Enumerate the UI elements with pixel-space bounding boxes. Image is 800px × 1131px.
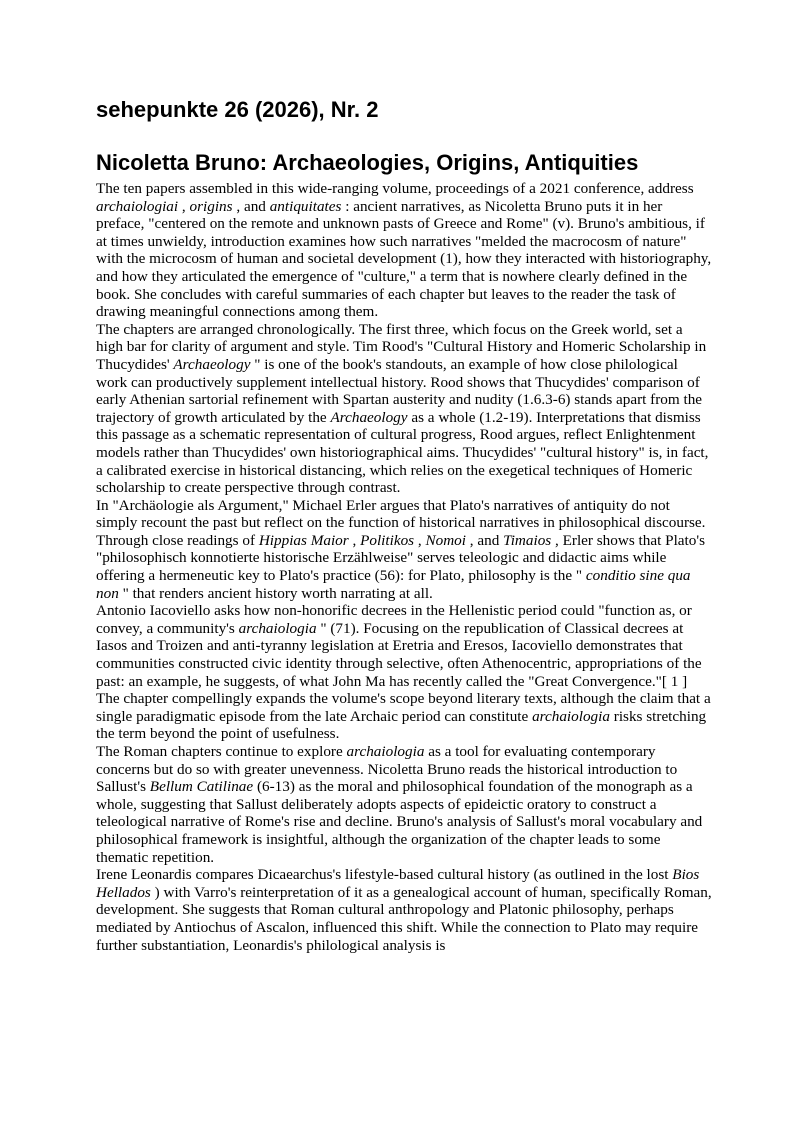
italic-term: Timaios: [503, 531, 552, 549]
text-run: risks stretching the term beyond the point of usefulness.: [96, 707, 707, 743]
italic-term: archaiologia: [532, 707, 610, 725]
paragraph: [96, 602, 712, 743]
text-run: ,: [178, 197, 190, 215]
text-run: The chapters are arranged chronologically. The first three, which focus on the Greek world, set a high bar for clarity of argument and style. Tim Rood's "Cultural History and Homeric Scholarship in Thucydides': [96, 320, 707, 373]
text-run: The Roman chapters continue to explore: [96, 743, 347, 760]
italic-term: Nomoi: [425, 531, 466, 549]
text-run: : ancient narratives, as Nicoletta Bruno puts it in her preface, "centered on the remote and unknown pasts of Greece and Rome" (v). Bruno's ambitious, if at times unwieldy, introduction examines how such narratives "melded the macrocosm of nature" with the microcosm of human and societal development (1), how they interacted with historiography, and how they articulated the emergence of "culture," a term that is nowhere clearly defined in the book. She concludes with careful summaries of each chapter but leaves to the reader the task of drawing meaningful connections among them.: [96, 197, 712, 321]
text-run: Antonio Iacoviello asks how non-honorific decrees in the Hellenistic period could "function as, or convey, a community's: [96, 602, 692, 637]
text-run: , and: [232, 197, 270, 215]
text-run: " is one of the book's standouts, an example of how close philological work can productively supplement intellectual history. Rood shows that Thucydides' comparison of early Athenian sartorial refinement with Spartan austerity and nudity (1.6.3-6) stands apart from the trajectory of growth articulated by the: [96, 355, 703, 426]
paragraph: [96, 743, 712, 866]
italic-term: conditio sine qua non: [96, 567, 691, 602]
italic-term: Archaeology: [330, 408, 408, 426]
text-run: In "Archäologie als Argument," Michael Erler argues that Plato's narratives of antiquity do not simply recount the past but reflect on the function of historical narratives in philosophical discourse. Through close readings of: [96, 496, 706, 549]
text-run: ) with Varro's reinterpretation of it as a genealogical account of human, specifically Roman, development. She suggests that Roman cultural anthropology and Platonic philosophy, perhaps mediated by Antiochus of Ascalon, influenced this shift. While the connection to Plato may require further substantiation, Leonardis's philological analysis is: [96, 883, 712, 954]
italic-term: archaiologiai: [96, 197, 179, 215]
italic-term: Bellum Catilinae: [149, 778, 254, 796]
issue-heading: sehepunkte 26 (2026), Nr. 2: [96, 97, 379, 122]
italic-term: origins: [189, 197, 233, 215]
paragraph: [96, 321, 712, 497]
text-run: (6-13) as the moral and philosophical foundation of the monograph as a whole, suggesting that Sallust deliberately adopts aspects of epideictic oratory to construct a teleological narrative of Rome's rise and decline. Bruno's analysis of Sallust's moral vocabulary and philosophical framework is insightful, although the organization of the chapter leads to some thematic repetition.: [96, 778, 703, 866]
text-run: ,: [414, 531, 426, 549]
text-run: The ten papers assembled in this wide-ranging volume, proceedings of a 2021 conference, address: [96, 180, 694, 197]
text-run: , and: [465, 531, 504, 549]
text-run: " that renders ancient history worth narrating at all.: [118, 584, 433, 602]
paragraph: [96, 497, 712, 603]
italic-term: archaiologia: [346, 743, 425, 760]
text-run: , Erler shows that Plato's "philosophisch konnotierte historische Erzählweise" serves teleologic and didactic aims while offering a hermeneutic key to Plato's practice (56): for Plato, philosophy is the ": [96, 531, 705, 585]
italic-term: Bios Hellados: [96, 866, 700, 901]
review-title: Nicoletta Bruno: Archaeologies, Origins, Antiquities: [96, 150, 639, 175]
italic-term: antiquitates: [269, 197, 342, 215]
italic-term: Politikos: [360, 531, 415, 549]
italic-term: archaiologia: [238, 619, 317, 637]
paragraph: [96, 866, 712, 954]
text-run: Irene Leonardis compares Dicaearchus's lifestyle-based cultural history (as outlined in the lost: [96, 866, 673, 884]
text-run: " (71). Focusing on the republication of Classical decrees at Iasos and Troizen and anti-tyranny legislation at Eretria and Eresos, Iacoviello demonstrates that communities constructed civic identity through selective, often Athenocentric, appropriations of the past: an example, he suggests, of what John Ma has recently called the "Great Convergence."[ 1 ] The chapter compellingly expands the volume's scope beyond literary texts, although the claim that a single paradigmatic episode from the late Archaic period can constitute: [96, 619, 711, 725]
text-run: as a tool for evaluating contemporary concerns but do so with greater unevenness. Nicoletta Bruno reads the historical introduction to Sallust's: [96, 743, 678, 796]
text-run: ,: [348, 531, 361, 549]
text-run: as a whole (1.2-19). Interpretations that dismiss this passage as a schematic representation of cultural progress, Rood argues, reflect Enlightenment models rather than Thucydides' own historiographical aims. Thucydides' "cultural history" is, in fact, a calibrated exercise in historical distancing, which relies on the exegetical techniques of Homeric scholarship to create perspective through contrast.: [96, 408, 709, 497]
review-body: [96, 180, 712, 954]
paragraph: [96, 180, 712, 321]
italic-term: Archaeology: [173, 355, 251, 373]
italic-term: Hippias Maior: [258, 531, 349, 549]
